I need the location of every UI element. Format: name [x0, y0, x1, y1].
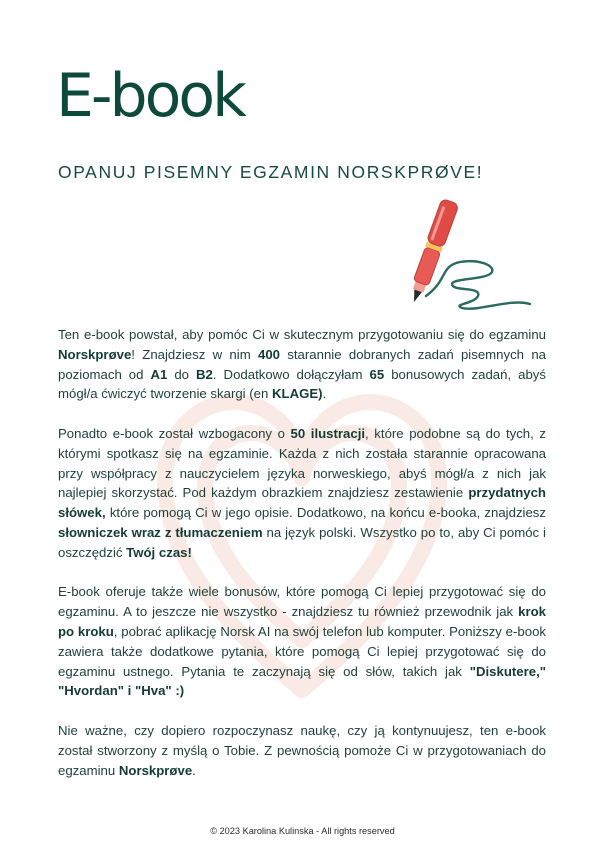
- page-subtitle: OPANUJ PISEMNY EGZAMIN NORSKPRØVE!: [58, 162, 484, 182]
- text-run: które pomogą Ci w jego opisie. Dodatkowo, na końcu e-booka, znajdziesz: [105, 505, 546, 521]
- text-run: .: [322, 386, 327, 402]
- page-title: E-book: [56, 61, 244, 131]
- paragraph-closing: [58, 721, 546, 780]
- paragraph-intro: [58, 325, 546, 404]
- text-run: .: [192, 762, 196, 778]
- text-run: bonusowych zadań, abyś mógł/a ćwiczyć tworzenie skargi (en: [58, 366, 546, 402]
- paragraph-illustrations: [58, 424, 546, 563]
- bold-phrase: 65: [369, 366, 385, 382]
- bold-phrase: krok po kroku: [58, 604, 546, 639]
- text-run: , które podobne są do tych, z którymi spotkasz się na egzaminie. Każda z nich została starannie opracowana przy współpracy z nauczycielem języka norweskiego, abyś mógł/a z nich jak najlepiej skorzystać. Pod każdym obrazkiem znajdziesz zestawienie: [58, 425, 546, 501]
- text-run: E-book oferuje także wiele bonusów, które pomogą Ci lepiej przygotować się do egzaminu. A to jeszcze nie wszystko - znajdziesz tu również przewodnik jak: [58, 584, 546, 620]
- bold-phrase: przydatnych słówek,: [58, 485, 546, 521]
- text-run: do: [167, 366, 197, 382]
- text-run: na język polski. Wszystko po to, aby Ci pomóc i oszczędzić: [58, 524, 546, 560]
- text-run: ! Znajdziesz w nim: [131, 346, 258, 362]
- bold-phrase: 50 ilustracji: [290, 425, 366, 441]
- paragraph-bonuses: [58, 582, 546, 701]
- text-run: . Dodatkowo dołączyłam: [212, 366, 370, 382]
- bold-phrase: Norskprøve: [58, 346, 132, 362]
- text-run: Ten e-book powstał, aby pomóc Ci w skutecznym przygotowaniu się do egzaminu: [58, 327, 546, 342]
- bold-phrase: B2: [196, 366, 213, 382]
- bold-phrase: "Diskutere," "Hvordan" i "Hva" :): [58, 663, 546, 699]
- description-text: [58, 325, 546, 800]
- bold-phrase: A1: [150, 366, 168, 382]
- bold-phrase: Norskprøve: [118, 762, 193, 778]
- pen-icon: [400, 188, 560, 318]
- bold-phrase: KLAGE): [272, 386, 323, 402]
- copyright-footer: © 2023 Karolina Kulinska - All rights reserved: [210, 826, 395, 836]
- bold-phrase: Twój czas!: [126, 544, 192, 560]
- text-run: starannie dobranych zadań pisemnych na poziomach od: [58, 346, 546, 382]
- text-run: Nie ważne, czy dopiero rozpoczynasz naukę, czy ją kontynuujesz, ten e-book został stworzony z myślą o Tobie. Z pewnością pomoże Ci w przygotowaniach do egzaminu: [58, 722, 546, 778]
- bold-phrase: słowniczek wraz z tłumaczeniem: [58, 524, 263, 540]
- text-run: Ponadto e-book został wzbogacony o: [58, 425, 291, 441]
- bold-phrase: 400: [257, 346, 280, 362]
- text-run: , pobrać aplikację Norsk AI na swój telefon lub komputer. Poniższy e-book zawiera także dodatkowe pytania, które pomogą Ci lepiej przygotować się do egzaminu ustnego. Pytania te zaczynają się od słów, takich jak: [58, 623, 546, 679]
